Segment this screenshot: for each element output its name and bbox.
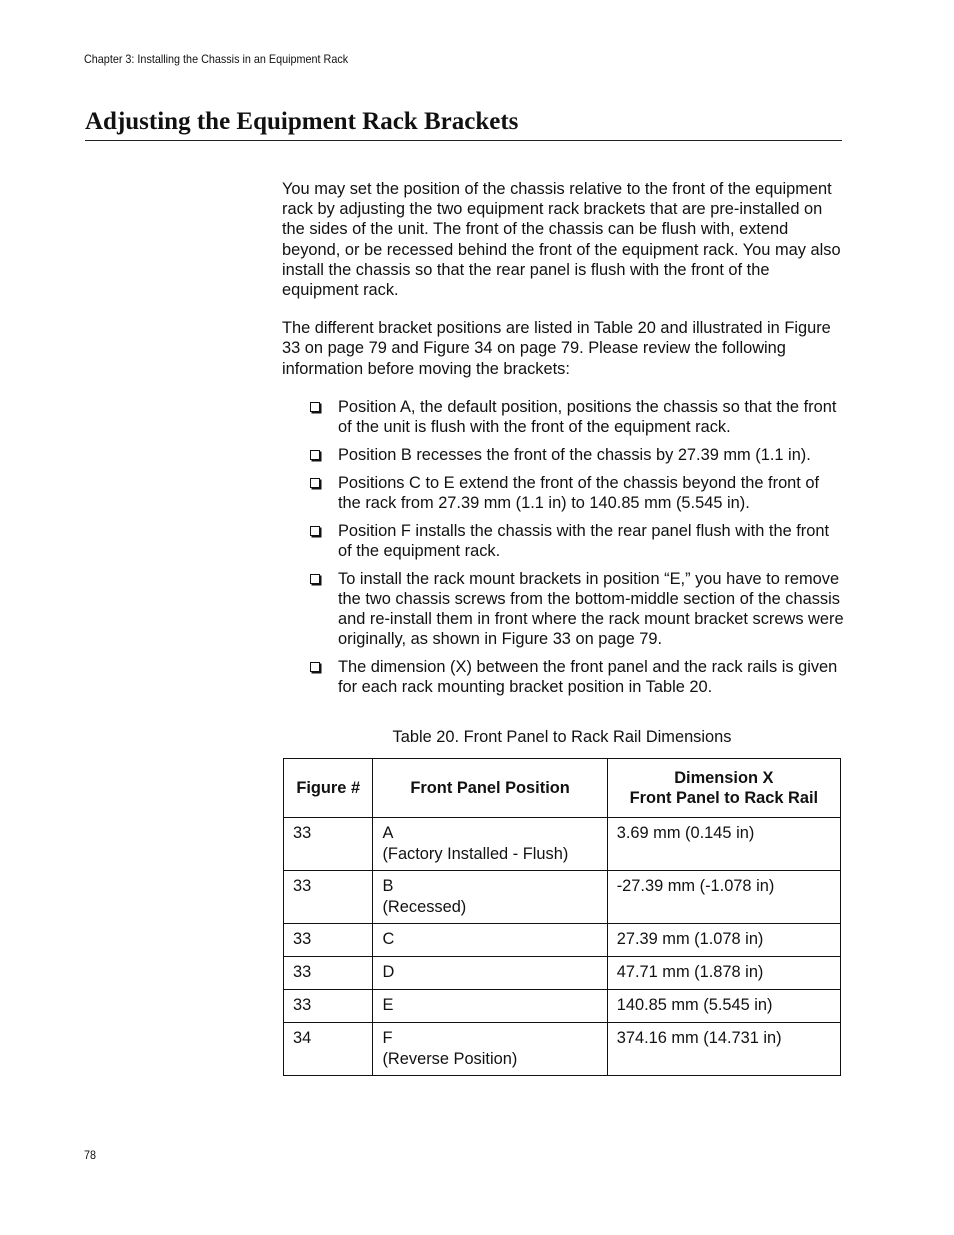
table-row [284, 990, 841, 1023]
list-item [282, 521, 844, 561]
intro-paragraph: You may set the position of the chassis relative to the front of the equipment rack by adjusting the two equipment rack brackets that are pre-installed on the sides of the unit. The front of the chassis can be flush with, extend beyond, or be recessed behind the front of the equipment rack. You may also install the chassis so that the rear panel is flush with the front of the equipment rack. [282, 180, 841, 300]
list-item [282, 397, 844, 437]
cell-figure: 33 [284, 990, 373, 1023]
position-letter: A [382, 824, 394, 842]
position-letter: E [382, 996, 394, 1014]
title-rule [85, 140, 842, 141]
list-item-text: Position B recesses the front of the chassis by 27.39 mm (1.1 in). [338, 445, 811, 464]
cell-dimension: -27.39 mm (-1.078 in) [607, 871, 840, 924]
list-item [282, 569, 844, 650]
table-row [284, 1023, 841, 1076]
cell-dimension: 140.85 mm (5.545 in) [607, 990, 840, 1023]
cell-position [373, 957, 607, 990]
list-item-text: Positions C to E extend the front of the chassis beyond the front of the rack from 27.39 mm (1.1 in) to 140.85 mm (5.545 in). [338, 473, 820, 512]
header-dimension-line1: Dimension X [674, 768, 774, 787]
hollow-square-bullet-icon [310, 574, 320, 584]
table-caption: Table 20. Front Panel to Rack Rail Dimensions [392, 728, 732, 746]
position-note: (Recessed) [382, 897, 467, 916]
header-figure: Figure # [284, 759, 373, 818]
cell-dimension: 27.39 mm (1.078 in) [607, 924, 840, 957]
table-row [284, 924, 841, 957]
cell-position [373, 818, 607, 871]
list-item-text: To install the rack mount brackets in position “E,” you have to remove the two chassis screws from the bottom-middle section of the chassis and re-install them in front where the rack mount bracket screws were originally, as shown in Figure 33 on page 79. [338, 569, 844, 649]
list-item-text: Position F installs the chassis with the rear panel flush with the front of the equipment rack. [338, 521, 830, 560]
hollow-square-bullet-icon [310, 478, 320, 488]
hollow-square-bullet-icon [310, 662, 320, 672]
table-row [284, 957, 841, 990]
list-item-text: The dimension (X) between the front panel and the rack rails is given for each rack mounting bracket position in Table 20. [338, 658, 838, 697]
cell-figure: 33 [284, 957, 373, 990]
cell-dimension: 3.69 mm (0.145 in) [607, 818, 840, 871]
running-header: Chapter 3: Installing the Chassis in an Equipment Rack [84, 52, 349, 66]
position-letter: B [382, 877, 394, 895]
list-item [282, 657, 844, 697]
position-letter: D [382, 963, 395, 981]
cell-figure: 33 [284, 871, 373, 924]
dimensions-table [283, 758, 841, 1076]
cell-dimension: 47.71 mm (1.878 in) [607, 957, 840, 990]
position-letter: F [382, 1029, 393, 1047]
list-item [282, 473, 844, 513]
cell-position [373, 1023, 607, 1076]
body-column [282, 179, 844, 705]
table-row [284, 818, 841, 871]
hollow-square-bullet-icon [310, 402, 320, 412]
cell-figure: 33 [284, 924, 373, 957]
hollow-square-bullet-icon [310, 526, 320, 536]
cell-position [373, 990, 607, 1023]
position-letter: C [382, 930, 395, 948]
header-dimension [607, 759, 840, 818]
position-note: (Factory Installed - Flush) [382, 844, 569, 863]
list-item [282, 445, 844, 465]
cell-position [373, 924, 607, 957]
bracket-position-list [282, 397, 844, 698]
hollow-square-bullet-icon [310, 450, 320, 460]
page-number: 78 [84, 1148, 97, 1162]
cell-dimension: 374.16 mm (14.731 in) [607, 1023, 840, 1076]
section-title: Adjusting the Equipment Rack Brackets [85, 108, 519, 135]
positions-paragraph: The different bracket positions are listed in Table 20 and illustrated in Figure 33 on page 79 and Figure 34 on page 79. Please review the following information before moving the brackets: [282, 319, 831, 378]
header-position: Front Panel Position [373, 759, 607, 818]
header-dimension-line2: Front Panel to Rack Rail [629, 789, 819, 807]
table-header-row [284, 759, 841, 818]
position-note: (Reverse Position) [382, 1049, 518, 1068]
cell-position [373, 871, 607, 924]
cell-figure: 33 [284, 818, 373, 871]
table-row [284, 871, 841, 924]
list-item-text: Position A, the default position, positions the chassis so that the front of the unit is flush with the front of the equipment rack. [338, 397, 837, 437]
cell-figure: 34 [284, 1023, 373, 1076]
